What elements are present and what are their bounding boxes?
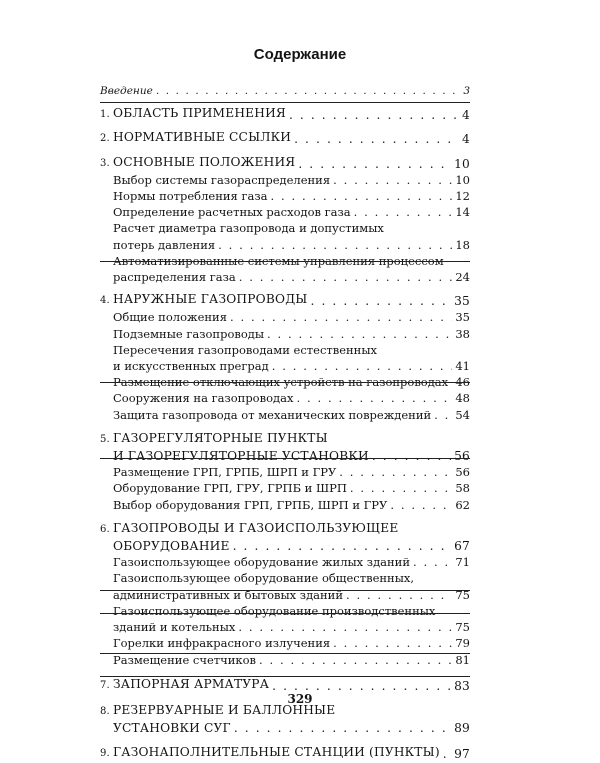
toc-subitem[interactable] (100, 342, 470, 374)
toc-page: 3 (463, 85, 470, 97)
section-title: ГАЗОНАПОЛНИТЕЛЬНЫЕ СТАНЦИИ (ПУНКТЫ) (113, 745, 440, 760)
toc-entry-label: Определение расчетных расходов газа (113, 205, 351, 220)
toc-section-4[interactable] (100, 291, 470, 309)
toc-entry-label: Сооружения на газопроводах (113, 391, 294, 406)
section-title: ГАЗОПРОВОДЫ И ГАЗОИСПОЛЬЗУЮЩЕЕ (113, 520, 399, 535)
dot-leader (218, 237, 452, 253)
toc-page: 38 (455, 326, 470, 341)
toc-entry-label: и искусственных преград (113, 359, 269, 374)
page-number: 329 (287, 692, 313, 706)
toc-entry-label: зданий и котельных (113, 620, 236, 635)
toc-subitem[interactable] (100, 407, 470, 423)
divider (100, 458, 470, 459)
toc-subitem[interactable] (100, 220, 470, 252)
toc-page: 48 (455, 391, 470, 406)
toc-subitem[interactable] (100, 464, 470, 480)
section-number: 9. (100, 748, 110, 760)
toc-section-9[interactable] (100, 744, 470, 762)
toc-entry-intro[interactable] (100, 83, 470, 99)
toc-page: 35 (455, 310, 470, 325)
divider (100, 590, 470, 591)
toc-entry-label: Оборудование ГРП, ГРУ, ГРПБ и ШРП (113, 481, 347, 496)
toc-entry-label: Горелки инфракрасного излучения (113, 636, 331, 651)
table-of-contents (100, 83, 470, 763)
toc-entry-label: Выбор системы газораспределения (113, 172, 331, 187)
dot-leader (270, 188, 452, 204)
dot-leader (298, 156, 451, 172)
section-number: 5. (100, 433, 110, 445)
toc-entry-label: Выбор оборудования ГРП, ГРПБ, ШРП и ГРУ (113, 497, 388, 512)
divider (100, 102, 470, 103)
section-number: 8. (100, 705, 110, 717)
dot-leader (434, 407, 452, 423)
dot-leader (233, 538, 451, 554)
divider (100, 382, 470, 383)
toc-entry-label: Защита газопровода от механических повреждений (113, 407, 432, 422)
toc-subitem[interactable] (100, 326, 470, 342)
toc-page: 75 (455, 620, 470, 635)
section-title: ГАЗОРЕГУЛЯТОРНЫЕ ПУНКТЫ (113, 430, 328, 445)
divider (100, 261, 470, 262)
toc-page: 62 (455, 497, 470, 512)
section-number: 6. (100, 523, 110, 535)
section-title: ОБОРУДОВАНИЕ (113, 539, 230, 554)
toc-subitem[interactable] (100, 204, 470, 220)
toc-page: 12 (455, 189, 470, 204)
toc-page: 18 (455, 237, 470, 252)
toc-entry-label: Введение (100, 85, 153, 97)
toc-page: 79 (455, 636, 470, 651)
toc-page: 75 (455, 587, 470, 602)
toc-page: 56 (454, 449, 470, 464)
section-number: 7. (100, 679, 110, 691)
toc-entry-label: Газоиспользующее оборудование жилых зданий (113, 555, 411, 570)
toc-section-6[interactable] (100, 520, 470, 554)
toc-page: 97 (454, 747, 470, 762)
toc-page: 35 (454, 294, 470, 309)
dot-leader (350, 480, 452, 496)
page-title: Содержание (253, 46, 347, 63)
toc-page: 67 (454, 539, 470, 554)
section-number: 4. (100, 295, 110, 307)
toc-entry-label: Газоиспользующее оборудование производственных (113, 603, 436, 618)
toc-page: 41 (455, 359, 470, 374)
section-title: ЗАПОРНАЯ АРМАТУРА (113, 676, 270, 691)
toc-entry-label: Подземные газопроводы (113, 326, 264, 341)
toc-subitem[interactable] (100, 390, 470, 406)
toc-subitem[interactable] (100, 635, 470, 651)
toc-entry-label: потерь давления (113, 237, 216, 252)
dot-leader (354, 204, 453, 220)
toc-page: 24 (455, 270, 470, 285)
toc-subitem[interactable] (100, 603, 470, 635)
toc-subitem[interactable] (100, 309, 470, 325)
toc-page: 10 (454, 156, 470, 171)
toc-page: 14 (455, 205, 470, 220)
toc-entry-label: Нормы потребления газа (113, 189, 268, 204)
dot-leader (443, 746, 451, 762)
toc-page: 4 (462, 108, 470, 123)
section-title: И ГАЗОРЕГУЛЯТОРНЫЕ УСТАНОВКИ (113, 449, 369, 464)
toc-entry-label: Размещение ГРП, ГРПБ, ШРП и ГРУ (113, 465, 337, 480)
dot-leader (296, 390, 452, 406)
section-number: 2. (100, 133, 110, 145)
dot-leader (372, 448, 451, 464)
dot-leader (238, 619, 452, 635)
toc-subitem[interactable] (100, 497, 470, 513)
dot-leader (390, 497, 452, 513)
section-number: 1. (100, 109, 110, 121)
dot-leader (272, 358, 453, 374)
dot-leader (339, 464, 452, 480)
toc-subitem[interactable] (100, 570, 470, 602)
section-title: НАРУЖНЫЕ ГАЗОПРОВОДЫ (113, 292, 308, 307)
dot-leader (156, 83, 461, 99)
toc-subitem[interactable] (100, 554, 470, 570)
section-title: ОБЛАСТЬ ПРИМЕНЕНИЯ (113, 106, 286, 121)
toc-entry-label: Общие положения (113, 310, 227, 325)
toc-subitem[interactable] (100, 188, 470, 204)
toc-page: 58 (455, 481, 470, 496)
toc-page: 83 (454, 678, 470, 693)
divider (100, 653, 470, 654)
toc-entry-label: Размещение отключающих устройств на газопроводах (113, 375, 449, 390)
toc-page: 10 (455, 172, 470, 187)
toc-entry-label: распределения газа (113, 270, 236, 285)
dot-leader (333, 635, 452, 651)
toc-section-1[interactable] (100, 105, 470, 123)
toc-page: 54 (455, 407, 470, 422)
toc-page: 71 (455, 555, 470, 570)
toc-page: 4 (462, 132, 470, 147)
toc-entry-label: административных и бытовых зданий (113, 587, 344, 602)
toc-subitem[interactable] (100, 253, 470, 285)
dot-leader (333, 172, 452, 188)
dot-leader (234, 720, 451, 736)
toc-entry-label: Автоматизированные системы управления процессом (113, 253, 444, 268)
toc-page: 81 (455, 652, 470, 667)
dot-leader (413, 554, 452, 570)
dot-leader (230, 309, 452, 325)
toc-entry-label: Расчет диаметра газопровода и допустимых (113, 221, 384, 236)
toc-subitem[interactable] (100, 172, 470, 188)
toc-page: 46 (455, 375, 470, 390)
divider (100, 676, 470, 677)
toc-section-5[interactable] (100, 430, 470, 464)
dot-leader (289, 107, 459, 123)
toc-page: 89 (454, 721, 470, 736)
section-title: НОРМАТИВНЫЕ ССЫЛКИ (113, 130, 292, 145)
section-title: УСТАНОВКИ СУГ (113, 721, 231, 736)
toc-section-8[interactable] (100, 702, 470, 736)
toc-subitem[interactable] (100, 480, 470, 496)
dot-leader (239, 269, 453, 285)
section-title: РЕЗЕРВУАРНЫЕ И БАЛЛОННЫЕ (113, 702, 336, 717)
dot-leader (311, 293, 452, 309)
dot-leader (294, 131, 459, 147)
toc-page: 56 (455, 465, 470, 480)
toc-entry-label: Размещение счетчиков (113, 652, 256, 667)
toc-entry-label: Пересечения газопроводами естественных (113, 342, 377, 357)
divider (100, 613, 470, 614)
toc-section-2[interactable] (100, 129, 470, 147)
toc-section-3[interactable] (100, 154, 470, 172)
section-title: ОСНОВНЫЕ ПОЛОЖЕНИЯ (113, 154, 296, 169)
toc-entry-label: Газоиспользующее оборудование общественных, (113, 571, 415, 586)
dot-leader (267, 326, 452, 342)
section-number: 3. (100, 157, 110, 169)
